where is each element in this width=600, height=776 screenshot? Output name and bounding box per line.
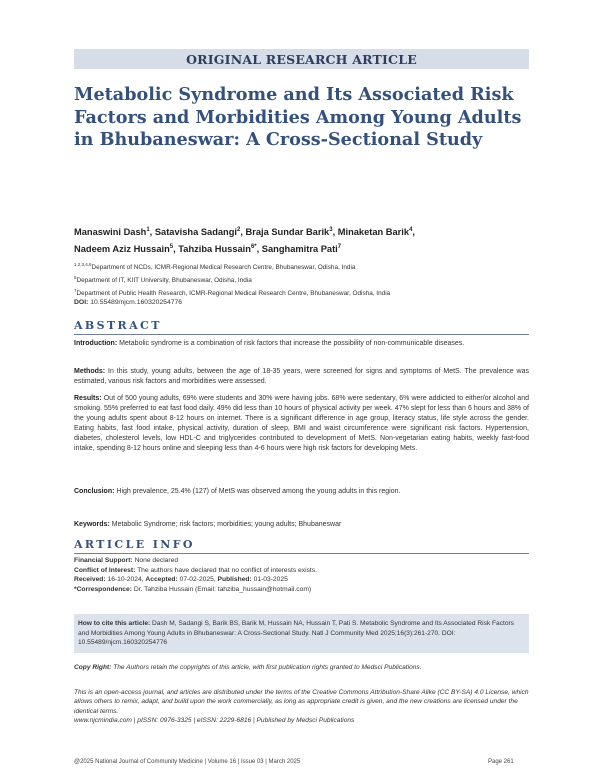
author-line-2: Nadeem Aziz Hussain$^5$, Tahziba Hussain$^{6*}$, Sanghamitra Pati$^7$ xyxy=(74,244,342,255)
author-name[interactable]: Nadeem Aziz Hussain xyxy=(74,244,170,255)
abstract-methods xyxy=(74,367,529,387)
author-name[interactable]: Manaswini Dash xyxy=(74,227,147,238)
affiliation-text: Department of Public Health Research, ICMR-Regional Medical Research Centre, Bhubaneswar, Odisha, India xyxy=(76,290,391,298)
copyright xyxy=(74,664,529,671)
author-name[interactable]: Minaketan Barik xyxy=(337,227,410,238)
abstract-introduction xyxy=(74,339,529,349)
author-name[interactable]: Satavisha Sadangi xyxy=(154,227,237,238)
accepted-label: Accepted: xyxy=(145,576,178,583)
doi-label: DOI: xyxy=(74,299,89,306)
conclusion-text: High prevalence, 25.4% (127) of MetS was observed among the young adults in this region. xyxy=(116,488,401,495)
published-value: 01-03-2025 xyxy=(253,576,288,583)
keywords-label: Keywords: xyxy=(74,521,110,528)
citation-label: How to cite this article: xyxy=(78,620,151,627)
results-text: Out of 500 young adults, 69% were students and 30% were having jobs. 68% were sedentary, 6% were addicted to either/or alcohol and smoking. 55% preferred to eat fast food daily. 49% did less than 10 hours of physical activity per week. 47% slept for less than 6 hours and 38% of the young adults spent about 8-12 hours on internet. There is a significant difference in age group, literacy status, life style across the gender. Eating habits, fast food intake, physical activity, duration of sleep, BMI and waist circumference were significant risk factors. Hypertension, diabetes, cholesterol levels, low HDL-C and triglycerides contributed to development of MetS. Non-vegetarian eating habits, weekly fast-food intake, spending 8-12 hours online and sleeping less than 4-6 hours were high risk factors for developing Mets. xyxy=(74,395,529,452)
article-type-banner xyxy=(74,49,529,69)
citation-box xyxy=(74,614,529,653)
correspondence xyxy=(74,585,529,595)
abstract-conclusion xyxy=(74,487,529,497)
methods-label: Methods: xyxy=(74,368,106,375)
license xyxy=(74,688,529,725)
conclusion-label: Conclusion: xyxy=(74,488,115,495)
financial-support-label: Financial Support: xyxy=(74,557,133,564)
article-info-heading: ARTICLE INFO xyxy=(74,538,195,551)
license-text: This is an open-access journal, and articles are distributed under the terms of the Creative Commons Attribution-Share Alike (CC BY-SA) 4.0 License, which allows others to remix, adapt, and build upon the work commercially, as long as appropriate credit is given, and the new creations are licensed under the identical terms. xyxy=(74,689,529,715)
footer-journal-info: @2025 National Journal of Community Medicine | Volume 16 | Issue 03 | March 2025 xyxy=(74,759,301,765)
author-name[interactable]: Sanghamitra Pati xyxy=(261,244,338,255)
affiliation-item xyxy=(74,273,534,286)
author-sup: 3 xyxy=(329,227,333,233)
affiliation-sup: 7 xyxy=(74,288,77,294)
author-line-1: Manaswini Dash$^1$, Satavisha Sadangi$^2$, Braja Sundar Barik$^3$, Minaketan Barik$^4$, xyxy=(74,227,415,238)
conflict-label: Conflict of Interest: xyxy=(74,566,136,574)
author-sup: 5 xyxy=(169,244,174,251)
author-sup: 6* xyxy=(250,244,257,251)
author-list xyxy=(74,223,534,257)
affiliation-item xyxy=(74,260,534,273)
introduction-text: Metabolic syndrome is a combination of risk factors that increase the possibility of non-communicable diseases. xyxy=(119,340,465,347)
doi xyxy=(74,299,182,306)
author-sup: 1 xyxy=(146,227,150,233)
conflict-value: The authors have declared that no conflict of interests exists. xyxy=(137,566,317,574)
journal-site-link[interactable]: www.njcmindia.com | pISSN: 0976-3325 | eISSN: 2229-6816 | Published by Medsci Publications xyxy=(74,716,355,724)
affiliation-sup: 1,2,3,4,6 xyxy=(74,262,92,267)
affiliation-item xyxy=(74,286,534,299)
article-type-label: ORIGINAL RESEARCH ARTICLE xyxy=(186,51,417,67)
financial-support-value: None declared xyxy=(134,557,179,564)
affiliations xyxy=(74,260,534,299)
affiliation-text: Department of IT, KIIT University, Bhubaneswar, Odisha, India xyxy=(76,277,252,285)
author-sup: 2 xyxy=(237,227,241,233)
dates xyxy=(74,575,529,585)
affiliation-text: Department of NCDs, ICMR-Regional Medical Research Centre, Bhubaneswar, Odisha, India xyxy=(91,264,356,272)
author-name[interactable]: Tahziba Hussain xyxy=(178,244,251,255)
citation-text: Dash M, Sadangi S, Barik BS, Barik M, Hussain NA, Hussain T, Pati S. Metabolic Syndrome and Its Associated Risk Factors and Morbidities Among Young Adults in Bhubaneswar: A Cross-Sectional Study. Natl J Community Med 2025;16(3):261-270. DOI: 10.55489/njcm.160320254776 xyxy=(78,620,514,647)
introduction-label: Introduction: xyxy=(74,340,118,347)
doi-link[interactable]: 10.55489/njcm.160320254776 xyxy=(90,299,183,306)
published-label: Published: xyxy=(217,576,252,583)
correspondence-label: *Correspondence: xyxy=(74,585,132,593)
correspondence-value[interactable]: Dr. Tahziba Hussain (Email: tahziba_hussain@hotmail.com) xyxy=(133,585,312,593)
author-sup: 7 xyxy=(337,244,342,251)
affiliation-sup: 5 xyxy=(74,275,77,281)
footer-page-number: Page 261 xyxy=(488,759,514,765)
keywords-text: Metabolic Syndrome; risk factors; morbidities; young adults; Bhubaneswar xyxy=(111,521,342,528)
abstract-rule xyxy=(74,334,529,335)
author-name[interactable]: Braja Sundar Barik xyxy=(245,227,330,238)
results-label: Results: xyxy=(74,395,102,402)
keywords xyxy=(74,520,529,530)
copyright-label: Copy Right: xyxy=(74,664,112,671)
abstract-results xyxy=(74,394,529,453)
financial-support xyxy=(74,556,529,566)
article-title: Metabolic Syndrome and Its Associated Risk Factors and Morbidities Among Young Adults in Bhubaneswar: A Cross-Sectional Study xyxy=(74,84,522,150)
article-info-rule xyxy=(74,553,529,554)
author-sup: 4 xyxy=(409,227,413,233)
methods-text: In this study, young adults, between the age of 18-35 years, were screened for signs and symptoms of MetS. The prevalence was estimated, various risk factors and morbidities were assessed. xyxy=(74,368,529,385)
copyright-text: The Authors retain the copyrights of this article, with first publication rights granted to Medsci Publications. xyxy=(113,664,422,671)
received-value: 16-10-2024, xyxy=(107,576,144,583)
received-label: Received: xyxy=(74,576,106,583)
accepted-value: 07-02-2025, xyxy=(179,576,216,583)
abstract-heading: ABSTRACT xyxy=(74,319,162,332)
article-info xyxy=(74,556,529,594)
conflict-of-interest xyxy=(74,566,529,576)
